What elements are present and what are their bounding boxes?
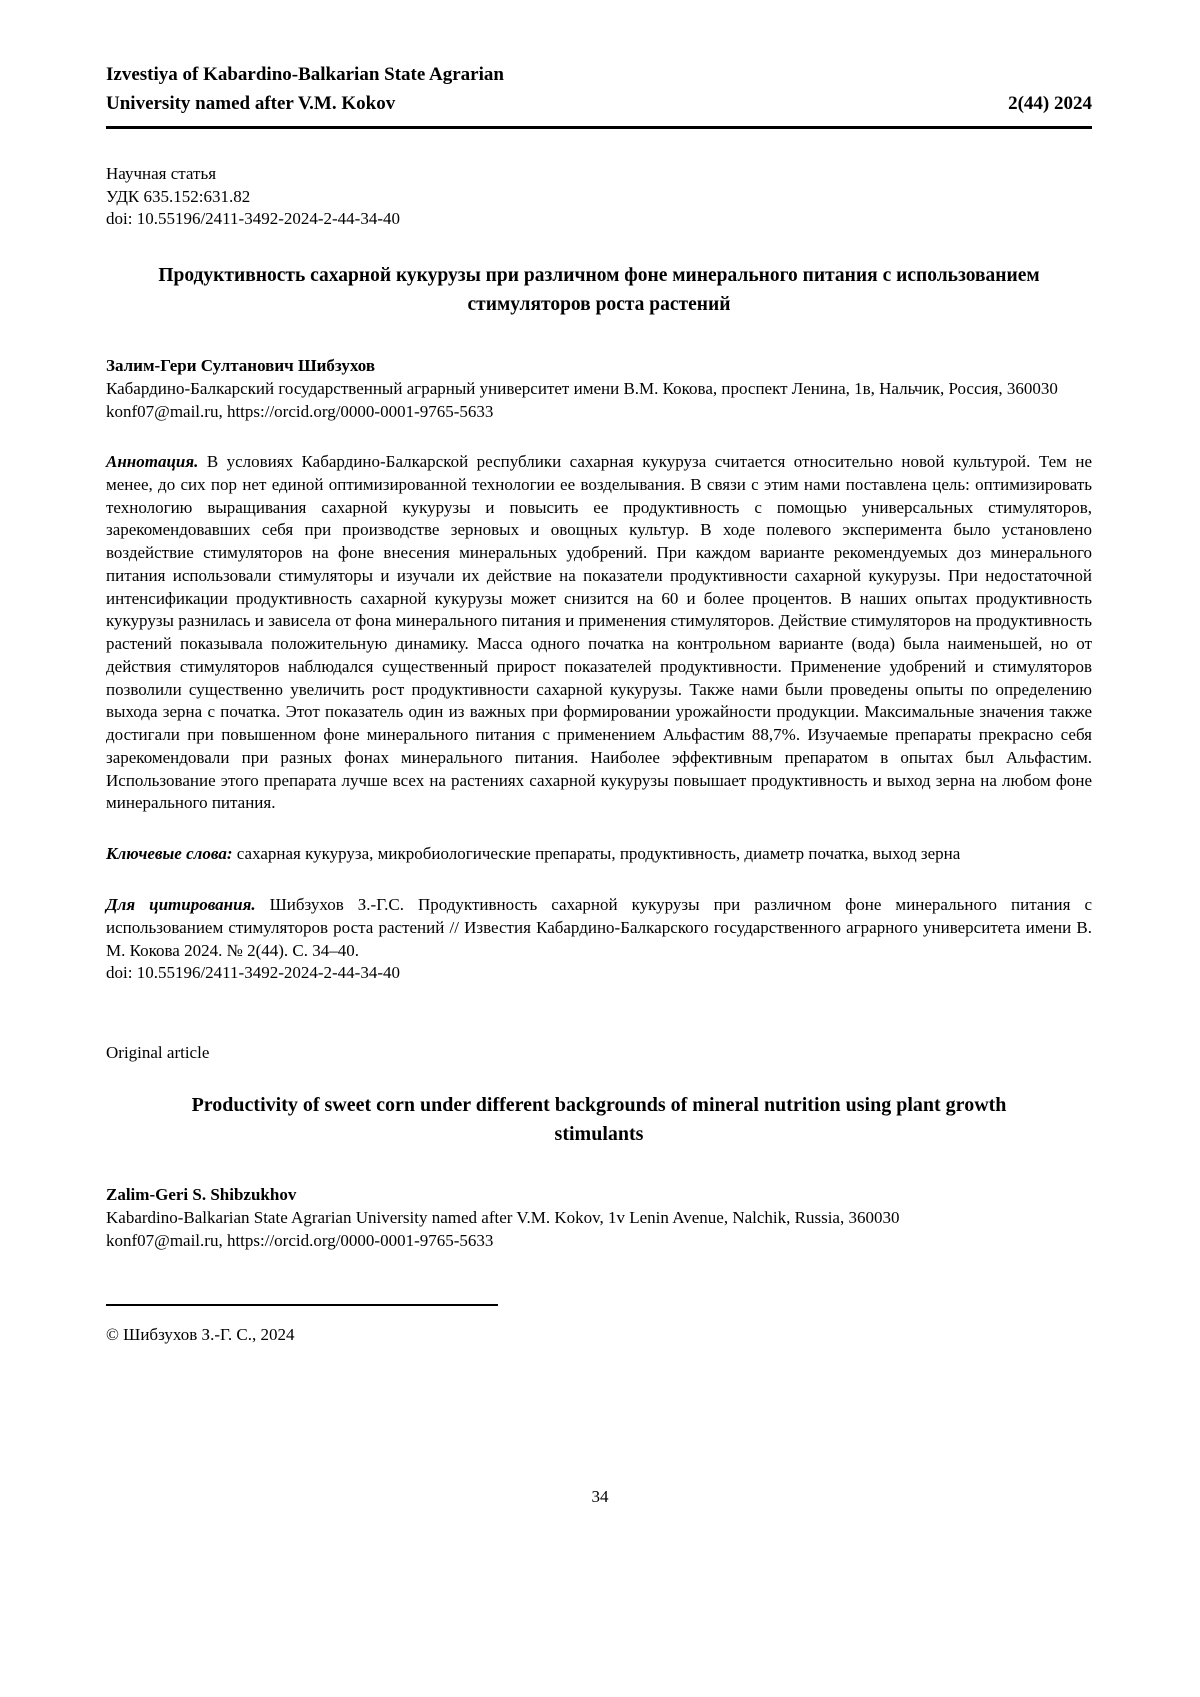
journal-issue: 2(44) 2024 [1008,93,1092,115]
keywords-label: Ключевые слова: [106,844,233,864]
citation-block [106,894,1092,985]
abstract-label: Аннотация. [106,452,199,471]
copyright-line: © Шибзухов З.-Г. С., 2024 [106,1325,295,1345]
article-type-en: Original article [106,1043,210,1063]
author-name-en: Zalim-Geri S. Shibzukhov [106,1185,297,1205]
affiliation-en: Kabardino-Balkarian State Agrarian University named after V.M. Kokov, 1v Lenin Avenue, Nalchik, Russia, 360030 [106,1208,900,1228]
author-block-ru [106,354,1092,423]
footnote-divider [106,1304,498,1306]
header-divider [106,126,1092,129]
page-number: 34 [591,1487,609,1506]
keywords-text: сахарная кукуруза, микробиологические препараты, продуктивность, диаметр початка, выход зерна [232,844,961,864]
article-title-ru: Продуктивность сахарной кукурузы при различном фоне минерального питания с использованием стимуляторов роста растений [158,265,1040,316]
citation-text: Шибзухов З.-Г.С. Продуктивность сахарной кукурузы при различном фоне минерального питания с использованием стимуляторов роста растений // Известия Кабардино-Балкарского государственного аграрного университета имени В. М. Кокова 2024. № 2(44). С. 34–40. [106,895,1092,960]
abstract-paragraph [106,451,1092,815]
contact-ru: konf07@mail.ru, https://orcid.org/0000-0001-9765-5633 [106,401,494,421]
affiliation-ru: Кабардино-Балкарский государственный аграрный университет имени В.М. Кокова, проспект Ленина, 1в, Нальчик, Россия, 360030 [106,378,1058,398]
article-type-ru: Научная статья [106,163,217,183]
citation-doi: doi: 10.55196/2411-3492-2024-2-44-34-40 [106,963,401,983]
keywords-paragraph [106,843,1092,866]
abstract-text: В условиях Кабардино-Балкарской республики сахарная кукуруза считается относительно новой культурой. Тем не менее, до сих пор нет единой оптимизированной технологии ее возделывания. В связи с этим нами поставлена цель: оптимизировать технологию выращивания сахарной кукурузы и повысить ее продуктивность с помощью универсальных стимуляторов, зарекомендовавших себя при производстве зерновых и овощных культур. В ходе полевого эксперимента было установлено воздействие стимуляторов на фоне внесения минеральных удобрений. При каждом варианте рекомендуемых доз минерального питания использовали стимуляторы и изучали их действие на показатели продуктивности сахарной кукурузы. При недостаточной интенсификации продуктивность сахарной кукурузы может снизится на 60 и более процентов. В наших опытах продуктивность кукурузы разнилась и зависела от фона минерального питания и применения стимуляторов. Действие стимуляторов на продуктивность растений показывала положительную динамику. Масса одного початка на контрольном варианте (вода) была наименьшей, но от действия стимуляторов наблюдался существенный прирост показателей продуктивности. Применение удобрений и стимуляторов позволили существенно увеличить рост продуктивности сахарной кукурузы. Также нами были проведены опыты по определению выхода зерна с початка. Этот показатель один из важных при формировании урожайности продукции. Максимальные значения также достигали при повышенном фоне минерального питания с применением Альфастим 88,7%. Изучаемые препараты прекрасно себя зарекомендовали при разных фонах минерального питания. Наиболее эффективным препаратом в опытах был Альфастим. Использование этого препарата лучше всех на растениях сахарной кукурузы повышает продуктивность и выход зерна на любом фоне минерального питания. [106,452,1092,813]
journal-title-line1: Izvestiya of Kabardino-Balkarian State Agrarian [106,64,504,85]
author-block-en [106,1183,1092,1252]
journal-header [106,60,1092,119]
citation-paragraph [106,894,1092,962]
doi-line: doi: 10.55196/2411-3492-2024-2-44-34-40 [106,209,401,229]
udk-code: УДК 635.152:631.82 [106,186,251,206]
journal-title-line2: University named after V.M. Kokov [106,93,396,115]
contact-en: konf07@mail.ru, https://orcid.org/0000-0001-9765-5633 [106,1231,494,1251]
article-meta [106,163,1092,231]
citation-label: Для цитирования. [106,895,256,915]
article-title-en: Productivity of sweet corn under different backgrounds of mineral nutrition using plant growth stimulants [191,1094,1007,1146]
author-name-ru: Залим-Гери Султанович Шибзухов [106,355,376,375]
